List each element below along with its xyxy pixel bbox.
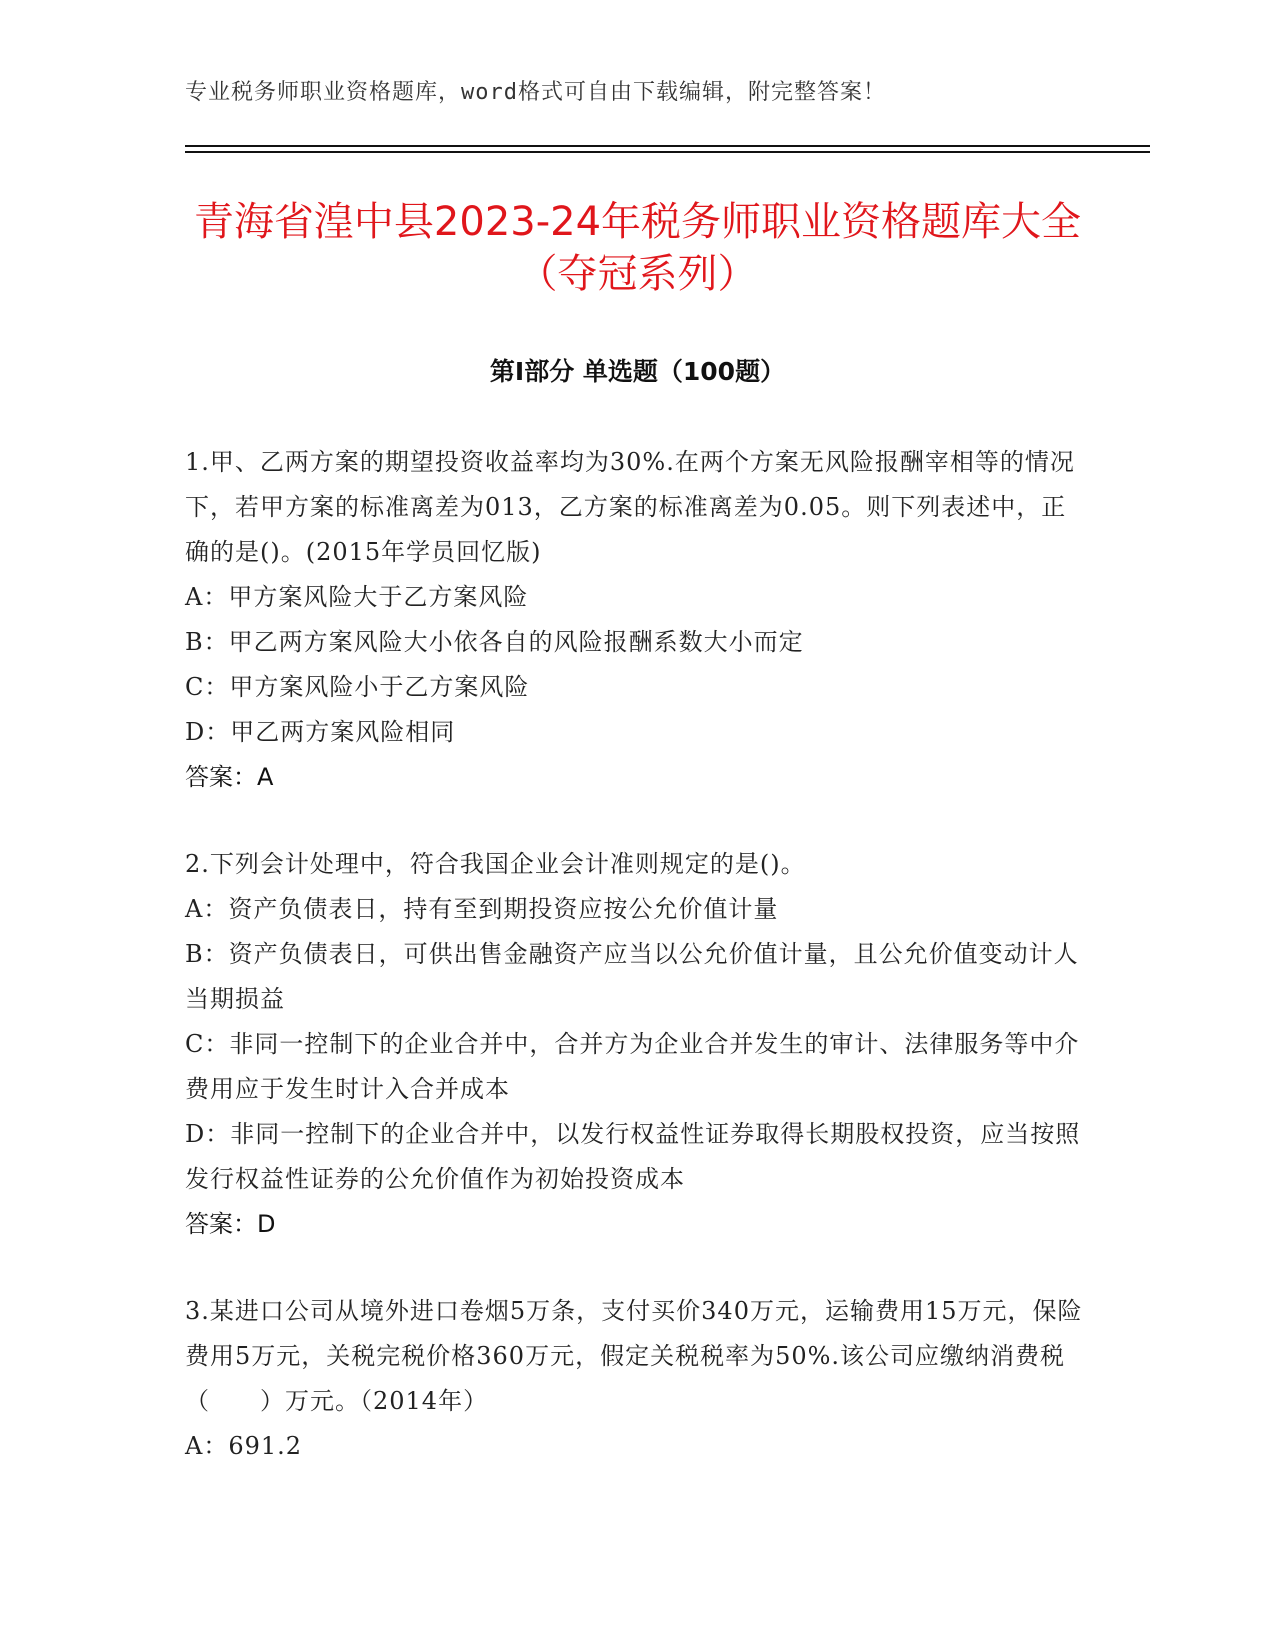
answer: 答案：A: [185, 763, 274, 791]
option-a: A：691.2: [185, 1432, 303, 1460]
header-note: 专业税务师职业资格题库，word格式可自由下载编辑，附完整答案！: [185, 80, 886, 105]
question-item: [185, 842, 1085, 1247]
question-item: [185, 1289, 1085, 1469]
question-list: [185, 440, 1085, 1511]
option-b: B：资产负债表日，可供出售金融资产应当以公允价值计量，且公允价值变动计人当期损益: [185, 940, 1079, 1013]
option-a: A：甲方案风险大于乙方案风险: [185, 583, 529, 611]
option-b: B：甲乙两方案风险大小依各自的风险报酬系数大小而定: [185, 628, 804, 656]
header-divider-top: [185, 145, 1150, 147]
header-divider-bottom: [185, 151, 1150, 153]
question-text: 2.下列会计处理中，符合我国企业会计准则规定的是()。: [185, 850, 806, 878]
option-c: C：甲方案风险小于乙方案风险: [185, 673, 530, 701]
option-a: A：资产负债表日，持有至到期投资应按公允价值计量: [185, 895, 779, 923]
option-d: D：甲乙两方案风险相同: [185, 718, 456, 746]
section-title: 第Ⅰ部分 单选题（100题）: [489, 357, 786, 386]
question-text: 3.某进口公司从境外进口卷烟5万条，支付买价340万元，运输费用15万元，保险费用5万元，关税完税价格360万元，假定关税税率为50%.该公司应缴纳消费税（ ）万元。（2014年）: [185, 1297, 1083, 1415]
document-title: 青海省湟中县2023-24年税务师职业资格题库大全（夺冠系列）: [193, 199, 1082, 297]
option-c: C：非同一控制下的企业合并中，合并方为企业合并发生的审计、法律服务等中介费用应于发生时计入合并成本: [185, 1030, 1080, 1103]
question-item: [185, 440, 1085, 800]
question-text: 1.甲、乙两方案的期望投资收益率均为30%.在两个方案无风险报酬宰相等的情况下，若甲方案的标准离差为013，乙方案的标准离差为0.05。则下列表述中，正确的是()。(2015年学员回忆版): [185, 448, 1075, 566]
option-d: D：非同一控制下的企业合并中，以发行权益性证券取得长期股权投资，应当按照发行权益性证券的公允价值作为初始投资成本: [185, 1120, 1081, 1193]
answer: 答案：D: [185, 1210, 276, 1238]
